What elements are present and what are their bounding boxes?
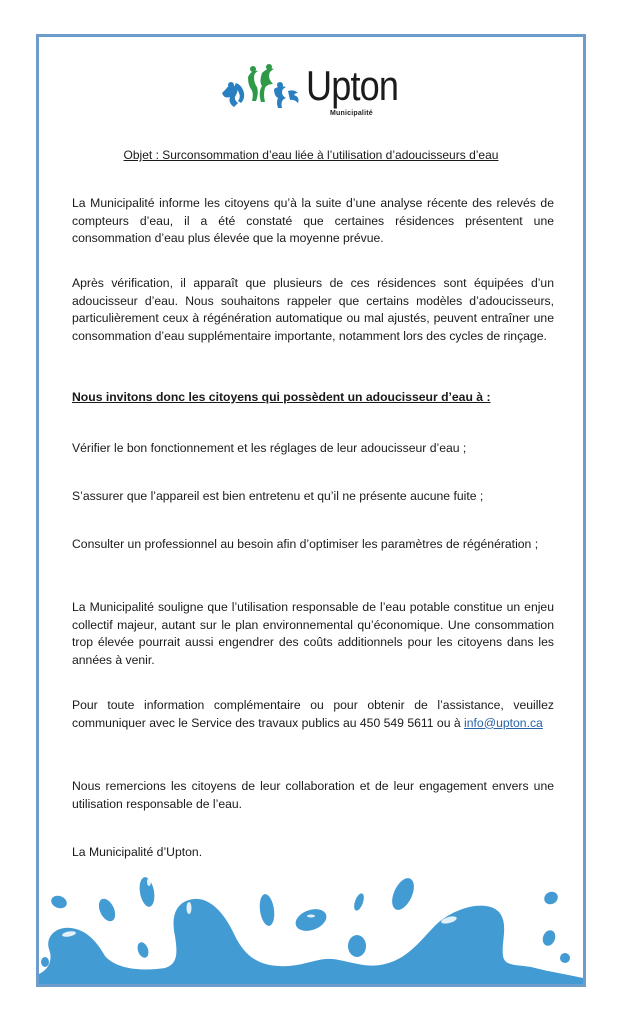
logo-wordmark: Upton [306,62,399,109]
logo-subtitle: Municipalité [330,110,373,117]
paragraph-intro: La Municipalité informe les citoyens qu’à la suite d’une analyse récente des relevés de compteurs d’eau, il a été constaté que certaines résidences présentent une consommation d’eau plus élevée que la moyenne prévue. [72,196,554,246]
dancing-figures-icon [222,57,312,117]
action-item-3: Consulter un professionnel au besoin afin d’optimiser les paramètres de régénération ; [72,537,539,551]
invitation-heading: Nous invitons donc les citoyens qui possèdent un adoucisseur d’eau à : [72,390,491,404]
water-splash-icon [39,864,583,984]
municipality-logo [222,57,412,127]
action-item-1: Vérifier le bon fonctionnement et les réglages de leur adoucisseur d’eau ; [72,441,467,455]
paragraph-thanks: Nous remercions les citoyens de leur collaboration et de leur engagement envers une utilisation responsable de l’eau. [72,779,554,811]
action-item-2: S’assurer que l’appareil est bien entretenu et qu’il ne présente aucune fuite ; [72,489,484,503]
paragraph-contact [72,697,554,732]
letter-subject: Objet : Surconsommation d’eau liée à l’utilisation d’adoucisseurs d’eau [123,148,499,162]
document-frame [36,34,586,987]
contact-text: Pour toute information complémentaire ou pour obtenir de l’assistance, veuillez communiquer avec le Service des travaux publics au 450 549 5611 ou à [72,698,554,730]
paragraph-verification: Après vérification, il apparaît que plusieurs de ces résidences sont équipées d’un adoucisseur d’eau. Nous souhaitons rappeler que certains modèles d’adoucisseurs, particulièrement ceux à régénération automatique ou mal ajustés, peuvent entraîner une consommation d’eau supplémentaire importante, notamment lors des cycles de rinçage. [72,276,554,343]
contact-email-link[interactable]: info@upton.ca [464,715,543,730]
signature: La Municipalité d’Upton. [72,845,203,859]
paragraph-responsibility: La Municipalité souligne que l’utilisation responsable de l’eau potable constitue un enjeu collectif majeur, autant sur le plan environnemental qu’économique. Une consommation trop élevée pourrait aussi engendrer des coûts additionnels pour les citoyens dans les années à venir. [72,600,554,667]
